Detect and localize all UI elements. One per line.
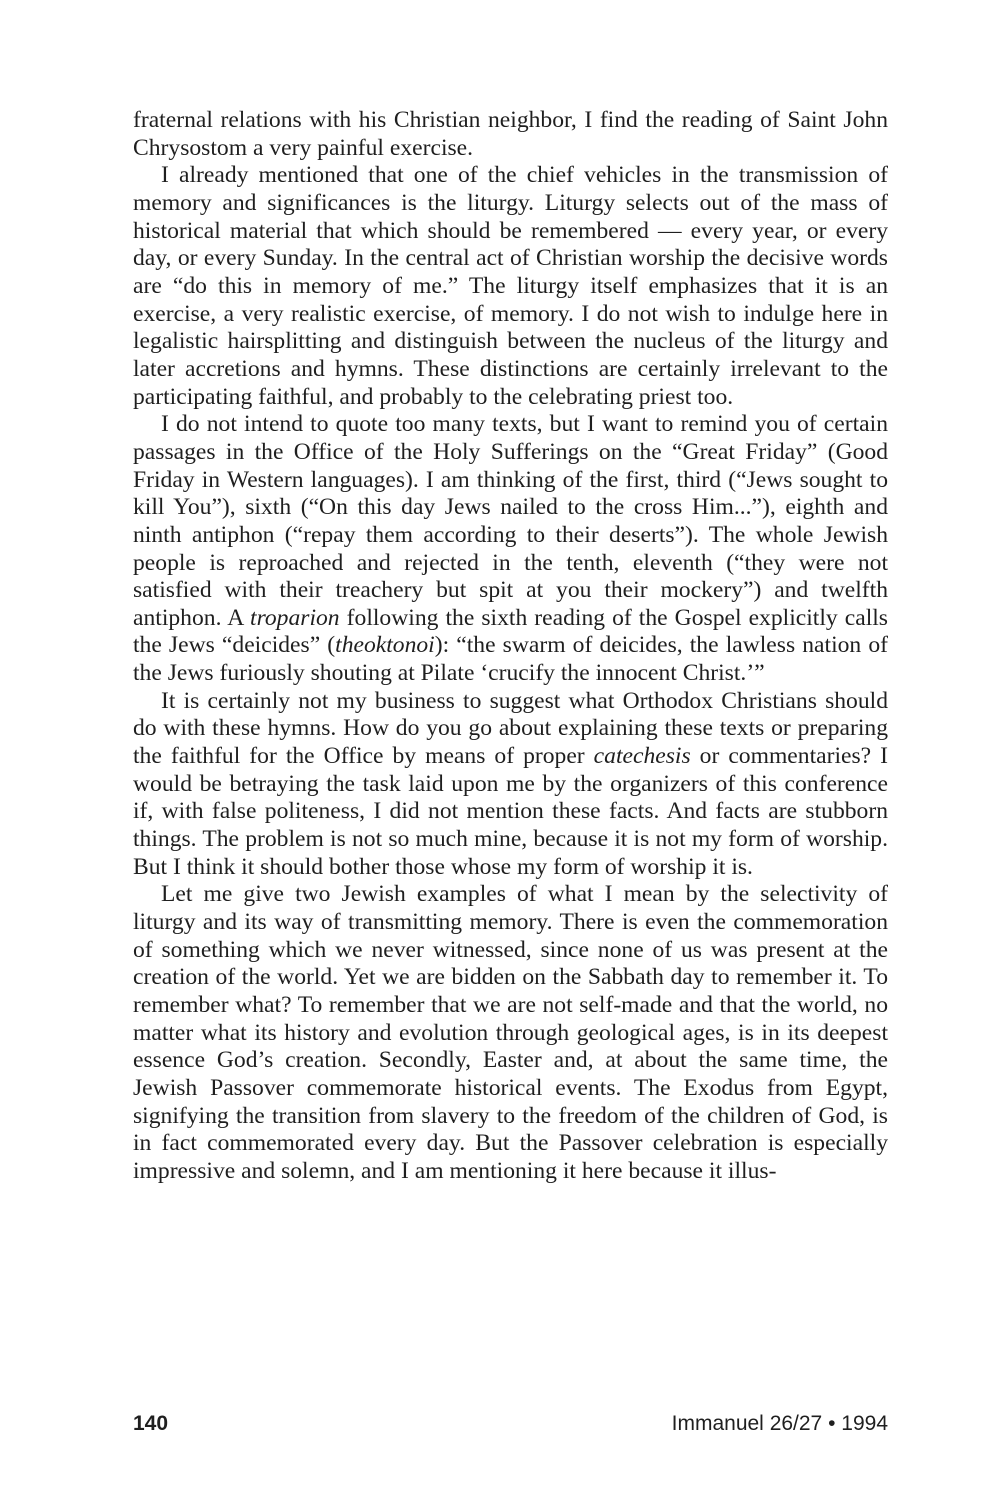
running-footer — [672, 1412, 888, 1436]
journal-name: Immanuel — [671, 1412, 770, 1435]
paragraph-4-text-c: or commentaries? I would be betraying the task laid upon me by the organizers of this conference if, with false politeness, I did not mention these facts. And facts are stubborn things. The problem is not so much mine, because it is not my form of worship. But I think it should bother those whose my form of worship it is. — [133, 743, 889, 880]
paragraph-3 — [133, 411, 888, 688]
paragraph-3-text-e: ): “the swarm of deicides, the lawless nation of the Jews furiously shouting at Pilate ‘crucify the innocent Christ.’” — [133, 632, 888, 687]
bullet-separator: • — [822, 1412, 842, 1435]
paragraph-4 — [133, 688, 888, 882]
paragraph-1: fraternal relations with his Christian neighbor, I find the reading of Saint John Chrysostom a very painful exercise. — [133, 107, 888, 161]
page-number: 140 — [133, 1412, 169, 1435]
body-text — [133, 107, 888, 1186]
issue-number: 26/27 — [769, 1412, 823, 1435]
year: 1994 — [841, 1412, 888, 1435]
paragraph-3-text-a: I do not intend to quote too many texts, but I want to remind you of certain passages in the Office of the Holy Sufferings on the “Great Friday” (Good Friday in Western languages). I am thinking of the first, third (“Jews sought to kill You”), sixth (“On this day Jews nailed to the cross Him...”), eighth and ninth antiphon (“repay them according to their deserts”). The whole Jewish people is reproached and rejected in the tenth, eleventh (“they were not satisfied with their treachery but spit at you their mockery”) and twelfth antiphon. A — [133, 411, 888, 631]
italic-troparion: troparion — [250, 604, 340, 631]
italic-theoktonoi: theoktonoi — [335, 632, 435, 659]
italic-catechesis: catechesis — [593, 743, 691, 770]
paragraph-5: Let me give two Jewish examples of what I mean by the selectivity of liturgy and its way of transmitting memory. There is even the commemoration of something which we never witnessed, since none of us was present at the creation of the world. Yet we are bidden on the Sabbath day to remember it. To remember what? To remember that we are not self-made and that the world, no matter what its history and evolution through geological ages, is in its deepest essence God’s creation. Secondly, Easter and, at about the same time, the Jewish Passover commemorate historical events. The Exodus from Egypt, signifying the transition from slavery to the freedom of the children of God, is in fact commemorated every day. But the Passover celebration is especially impressive and solemn, and I am mentioning it here because it illus- — [133, 881, 888, 1184]
paragraph-4-text-a: It is certainly not my business to suggest what Orthodox Christians should do with these hymns. How do you go about explaining these texts or preparing the faithful for the Office by means of proper — [133, 687, 888, 770]
paragraph-2: I already mentioned that one of the chief vehicles in the transmission of memory and significances is the liturgy. Liturgy selects out of the mass of historical material that which should be remembered — every year, or every day, or every Sunday. In the central act of Christian worship the decisive words are “do this in memory of me.” The liturgy itself emphasizes that it is an exercise, a very realistic exercise, of memory. I do not wish to indulge here in legalistic hairsplitting and distinguish between the nucleus of the liturgy and later accretions and hymns. These distinctions are certainly irrelevant to the participating faithful, and probably to the celebrating priest too. — [133, 162, 888, 410]
paragraph-3-text-c: following the sixth reading of the Gospel explicitly calls the Jews “deicides” ( — [133, 604, 888, 659]
